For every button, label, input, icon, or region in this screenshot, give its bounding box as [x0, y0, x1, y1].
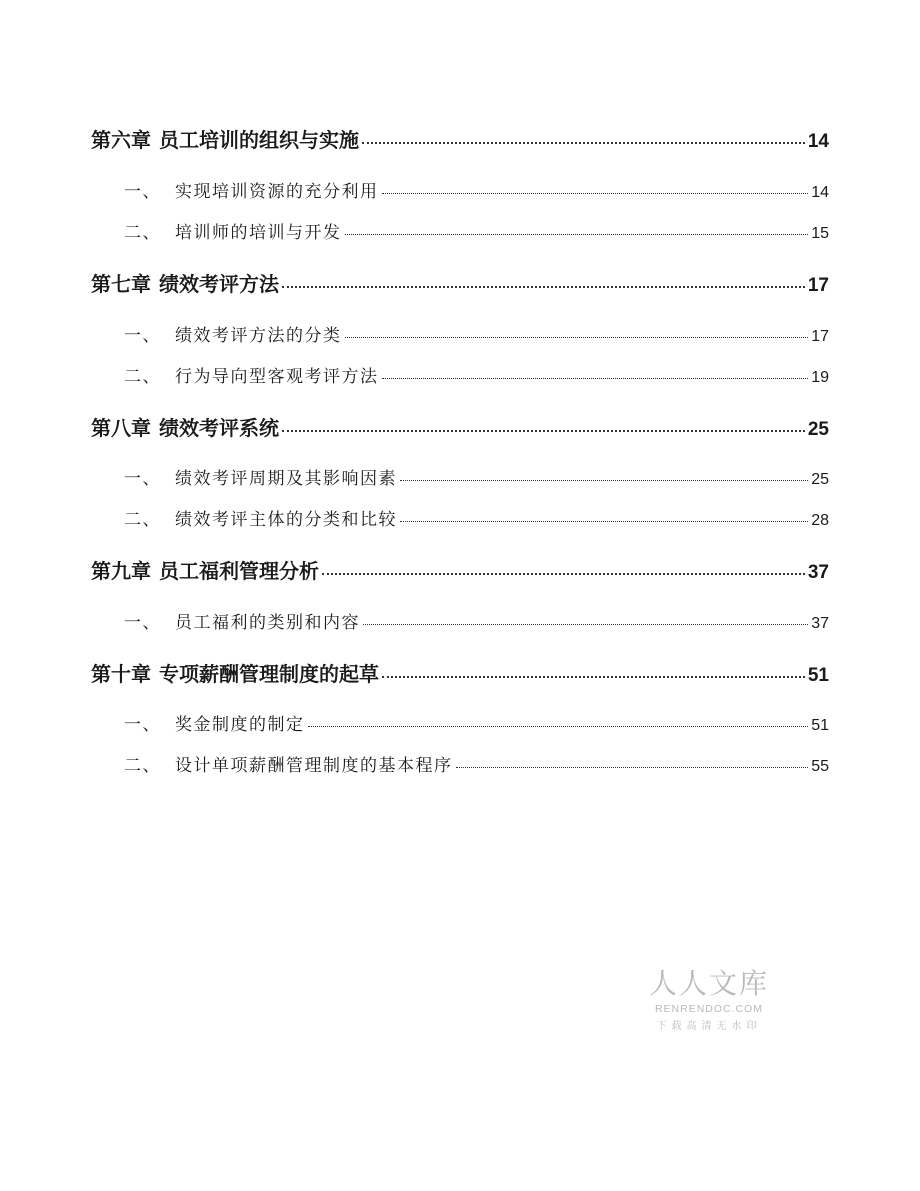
toc-section-8-2[interactable]: [124, 505, 829, 530]
watermark: [646, 962, 772, 1032]
dot-leader: [382, 676, 805, 678]
toc-section-title: 培训师的培训与开发: [175, 223, 342, 243]
toc-section-title: 绩效考评主体的分类和比较: [175, 510, 397, 530]
toc-section-6-1[interactable]: [124, 177, 829, 202]
toc-section-title: 实现培训资源的充分利用: [175, 182, 379, 202]
toc-section-7-1[interactable]: [124, 321, 829, 346]
toc-page-number: 55: [811, 758, 829, 775]
watermark-logo: 人人文库: [648, 967, 769, 1000]
toc-section-label: 二、: [124, 367, 161, 387]
toc-chapter-6[interactable]: [91, 124, 829, 153]
toc-section-label: 二、: [124, 510, 161, 530]
toc-page-number: 25: [807, 419, 829, 440]
toc-page-number: 37: [807, 562, 829, 583]
dot-leader: [363, 624, 808, 625]
toc-section-label: 一、: [124, 469, 161, 489]
dot-leader: [400, 480, 808, 481]
toc-page-number: 14: [811, 184, 829, 201]
toc-chapter-label: 第八章: [91, 416, 151, 440]
dot-leader: [362, 142, 805, 144]
dot-leader: [308, 726, 809, 727]
toc-page-number: 28: [811, 512, 829, 529]
toc-page-number: 15: [811, 225, 829, 242]
dot-leader: [345, 337, 809, 338]
toc-chapter-8[interactable]: [91, 412, 829, 441]
toc-section-title: 绩效考评方法的分类: [175, 326, 342, 346]
toc-page-number: 51: [811, 717, 829, 734]
toc-page-number: 25: [811, 471, 829, 488]
toc-section-title: 行为导向型客观考评方法: [175, 367, 379, 387]
watermark-tagline: 下载高清无水印: [656, 1021, 762, 1032]
toc-page-number: 37: [811, 615, 829, 632]
toc-page-number: 14: [807, 131, 829, 152]
toc-section-label: 二、: [124, 223, 161, 243]
dot-leader: [322, 573, 805, 575]
toc-page-number: 51: [807, 665, 829, 686]
toc-section-10-1[interactable]: [124, 710, 829, 735]
toc-chapter-title: 专项薪酬管理制度的起草: [159, 662, 379, 686]
toc-section-6-2[interactable]: [124, 218, 829, 243]
toc-chapter-title: 员工福利管理分析: [159, 559, 319, 583]
toc-section-label: 一、: [124, 613, 161, 633]
toc-chapter-title: 绩效考评系统: [159, 416, 279, 440]
toc-chapter-label: 第十章: [91, 662, 151, 686]
watermark-domain: RENRENDOC.COM: [654, 1003, 764, 1015]
dot-leader: [456, 767, 809, 768]
toc-section-8-1[interactable]: [124, 464, 829, 489]
dot-leader: [382, 193, 809, 194]
toc-page-number: 17: [811, 328, 829, 345]
toc-section-7-2[interactable]: [124, 362, 829, 387]
toc-section-label: 一、: [124, 715, 161, 735]
toc-chapter-label: 第七章: [91, 272, 151, 296]
toc-section-10-2[interactable]: [124, 751, 829, 776]
toc-chapter-7[interactable]: [91, 268, 829, 297]
toc-chapter-label: 第九章: [91, 559, 151, 583]
dot-leader: [400, 521, 808, 522]
toc-section-title: 员工福利的类别和内容: [175, 613, 360, 633]
toc-section-title: 奖金制度的制定: [175, 715, 305, 735]
toc-section-title: 设计单项薪酬管理制度的基本程序: [175, 756, 453, 776]
dot-leader: [382, 378, 809, 379]
toc-page-number: 17: [807, 275, 829, 296]
toc-chapter-9[interactable]: [91, 555, 829, 584]
toc-chapter-title: 员工培训的组织与实施: [159, 128, 359, 152]
toc-section-label: 二、: [124, 756, 161, 776]
toc-chapter-10[interactable]: [91, 658, 829, 687]
toc-chapter-title: 绩效考评方法: [159, 272, 279, 296]
toc-page-number: 19: [811, 369, 829, 386]
toc-chapter-label: 第六章: [91, 128, 151, 152]
dot-leader: [282, 430, 805, 432]
toc-section-9-1[interactable]: [124, 608, 829, 633]
dot-leader: [282, 286, 805, 288]
dot-leader: [345, 234, 809, 235]
toc-section-label: 一、: [124, 182, 161, 202]
toc-section-title: 绩效考评周期及其影响因素: [175, 469, 397, 489]
toc-section-label: 一、: [124, 326, 161, 346]
